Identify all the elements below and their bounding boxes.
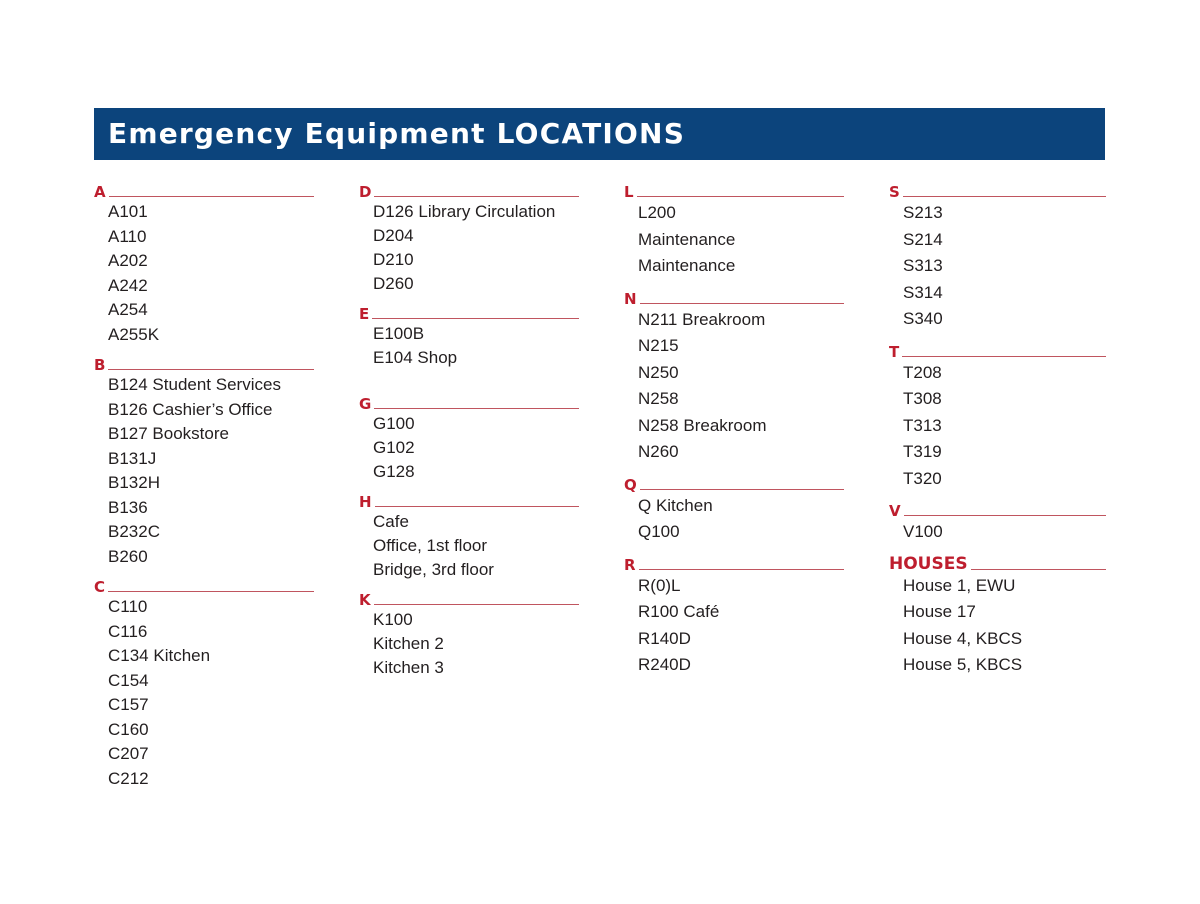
location-list bbox=[359, 608, 579, 680]
location-item: Cafe bbox=[373, 512, 409, 531]
location-item: K100 bbox=[373, 610, 413, 629]
location-item: B131J bbox=[108, 448, 157, 468]
location-item: N215 bbox=[638, 336, 679, 355]
section-divider-rule bbox=[904, 515, 1106, 516]
section-houses bbox=[889, 546, 1106, 679]
location-list bbox=[94, 595, 314, 791]
location-list bbox=[359, 200, 579, 296]
section-n bbox=[624, 280, 844, 466]
section-t bbox=[889, 333, 1106, 493]
location-item: Bridge, 3rd floor bbox=[373, 560, 494, 579]
section-header-s bbox=[889, 180, 1106, 200]
location-item: L200 bbox=[638, 203, 676, 222]
location-item: C212 bbox=[108, 768, 149, 788]
location-item: C207 bbox=[108, 744, 149, 763]
location-item: B124 Student Services bbox=[108, 375, 281, 394]
location-item: N211 Breakroom bbox=[638, 309, 766, 329]
section-divider-rule bbox=[903, 196, 1106, 197]
location-item: S314 bbox=[903, 282, 943, 302]
location-item: R(0)L bbox=[638, 575, 681, 595]
location-list bbox=[889, 573, 1106, 679]
section-header-t bbox=[889, 340, 1106, 360]
location-item: N258 bbox=[638, 389, 679, 408]
location-item: T208 bbox=[903, 362, 942, 382]
location-list bbox=[889, 200, 1106, 333]
location-list bbox=[94, 200, 314, 347]
section-letter: S bbox=[889, 183, 900, 201]
location-item: D204 bbox=[373, 226, 414, 245]
section-divider-rule bbox=[374, 408, 579, 409]
location-item: A254 bbox=[108, 300, 148, 319]
location-list bbox=[624, 200, 844, 280]
location-item: D260 bbox=[373, 274, 414, 293]
location-item: S340 bbox=[903, 309, 943, 328]
location-list bbox=[359, 322, 579, 370]
section-divider-rule bbox=[902, 356, 1106, 357]
location-item: House 5, KBCS bbox=[903, 655, 1023, 674]
location-item: Q100 bbox=[638, 522, 680, 541]
section-letter: H bbox=[359, 493, 372, 511]
location-list bbox=[624, 573, 844, 679]
location-item: House 1, EWU bbox=[903, 575, 1016, 595]
section-b bbox=[94, 347, 314, 569]
location-item: A202 bbox=[108, 251, 148, 270]
section-e bbox=[359, 296, 579, 370]
section-header-v bbox=[889, 499, 1106, 519]
section-letter: K bbox=[359, 591, 371, 609]
column-3 bbox=[624, 180, 889, 791]
location-item: G100 bbox=[373, 414, 415, 433]
section-letter: A bbox=[94, 183, 106, 201]
location-item: C110 bbox=[108, 597, 148, 616]
location-list bbox=[624, 493, 844, 546]
location-list bbox=[889, 519, 1106, 546]
section-letter: D bbox=[359, 183, 372, 201]
location-item: House 17 bbox=[903, 602, 976, 621]
location-list bbox=[359, 412, 579, 484]
location-item: T308 bbox=[903, 389, 942, 408]
section-r bbox=[624, 546, 844, 679]
location-item: C154 bbox=[108, 670, 149, 690]
section-k bbox=[359, 582, 579, 680]
section-letter: L bbox=[624, 183, 634, 201]
section-header-a bbox=[94, 180, 314, 200]
location-item: E100B bbox=[373, 324, 425, 343]
location-item: Maintenance bbox=[638, 229, 736, 249]
page-title-bar bbox=[94, 108, 1105, 160]
section-l bbox=[624, 180, 844, 280]
section-c bbox=[94, 569, 314, 791]
column-4 bbox=[889, 180, 1106, 791]
section-divider-rule bbox=[372, 318, 579, 319]
location-item: B232C bbox=[108, 522, 160, 541]
location-item: Kitchen 2 bbox=[373, 634, 444, 653]
location-item: G128 bbox=[373, 462, 415, 481]
location-item: B127 Bookstore bbox=[108, 424, 229, 443]
column-2 bbox=[359, 180, 624, 791]
section-header-k bbox=[359, 588, 579, 608]
section-letter: HOUSES bbox=[889, 553, 968, 574]
section-divider-rule bbox=[109, 196, 314, 197]
location-item: C160 bbox=[108, 719, 149, 739]
section-letter: Q bbox=[624, 475, 637, 494]
location-item: T320 bbox=[903, 468, 942, 488]
location-item: Maintenance bbox=[638, 256, 736, 275]
location-item: C116 bbox=[108, 621, 148, 641]
section-header-h bbox=[359, 490, 579, 510]
location-item: D126 Library Circulation bbox=[373, 202, 556, 221]
location-item: A255K bbox=[108, 324, 160, 344]
section-header-b bbox=[94, 353, 314, 373]
location-item: E104 Shop bbox=[373, 348, 458, 367]
section-d bbox=[359, 180, 579, 296]
section-letter: E bbox=[359, 305, 370, 323]
section-header-d bbox=[359, 180, 579, 200]
location-item: T313 bbox=[903, 415, 942, 435]
page-title: Emergency Equipment LOCATIONS bbox=[108, 117, 686, 150]
location-item: Kitchen 3 bbox=[373, 658, 444, 677]
section-header-houses bbox=[889, 553, 1106, 573]
section-g bbox=[359, 370, 579, 484]
column-1 bbox=[94, 180, 359, 791]
location-item: S313 bbox=[903, 256, 943, 275]
section-header-r bbox=[624, 553, 844, 573]
section-divider-rule bbox=[374, 604, 579, 605]
section-header-e bbox=[359, 302, 579, 322]
location-item: A101 bbox=[108, 202, 148, 221]
location-item: V100 bbox=[903, 522, 943, 541]
section-divider-rule bbox=[374, 196, 579, 197]
location-item: A242 bbox=[108, 275, 148, 295]
location-item: N260 bbox=[638, 442, 679, 461]
location-item: T319 bbox=[903, 442, 942, 461]
section-v bbox=[889, 492, 1106, 546]
section-header-g bbox=[359, 392, 579, 412]
location-list bbox=[624, 307, 844, 466]
section-letter: V bbox=[889, 502, 901, 520]
location-item: D210 bbox=[373, 250, 414, 269]
location-item: B132H bbox=[108, 473, 160, 492]
section-letter: G bbox=[359, 395, 372, 413]
location-item: C134 Kitchen bbox=[108, 646, 211, 665]
section-divider-rule bbox=[640, 489, 844, 490]
location-list bbox=[359, 510, 579, 582]
section-a bbox=[94, 180, 314, 347]
section-divider-rule bbox=[639, 569, 844, 570]
location-item: B136 bbox=[108, 497, 148, 517]
location-list bbox=[889, 360, 1106, 493]
section-divider-rule bbox=[108, 369, 314, 370]
section-letter: C bbox=[94, 578, 106, 596]
location-item: R140D bbox=[638, 628, 691, 648]
section-header-c bbox=[94, 575, 314, 595]
locations-columns bbox=[94, 180, 1106, 791]
section-divider-rule bbox=[375, 506, 579, 507]
location-item: N250 bbox=[638, 362, 679, 382]
section-divider-rule bbox=[640, 303, 844, 304]
section-letter: T bbox=[889, 342, 900, 361]
location-item: R100 Café bbox=[638, 602, 720, 621]
section-divider-rule bbox=[637, 196, 844, 197]
location-item: N258 Breakroom bbox=[638, 415, 767, 435]
location-item: B260 bbox=[108, 546, 148, 566]
section-s bbox=[889, 180, 1106, 333]
section-divider-rule bbox=[108, 591, 314, 592]
location-item: R240D bbox=[638, 655, 691, 674]
section-header-n bbox=[624, 287, 844, 307]
section-letter: N bbox=[624, 289, 637, 308]
section-letter: B bbox=[94, 356, 106, 374]
location-item: C157 bbox=[108, 695, 149, 714]
location-item: G102 bbox=[373, 438, 415, 457]
section-h bbox=[359, 484, 579, 582]
location-list bbox=[94, 373, 314, 569]
location-item: S213 bbox=[903, 203, 943, 222]
location-item: House 4, KBCS bbox=[903, 628, 1023, 648]
section-header-l bbox=[624, 180, 844, 200]
location-item: B126 Cashier’s Office bbox=[108, 399, 273, 419]
section-divider-rule bbox=[971, 569, 1106, 570]
location-item: Office, 1st floor bbox=[373, 536, 488, 555]
section-letter: R bbox=[624, 555, 636, 574]
section-header-q bbox=[624, 473, 844, 493]
location-item: S214 bbox=[903, 229, 943, 249]
section-q bbox=[624, 466, 844, 546]
location-item: A110 bbox=[108, 226, 147, 246]
location-item: Q Kitchen bbox=[638, 495, 713, 515]
